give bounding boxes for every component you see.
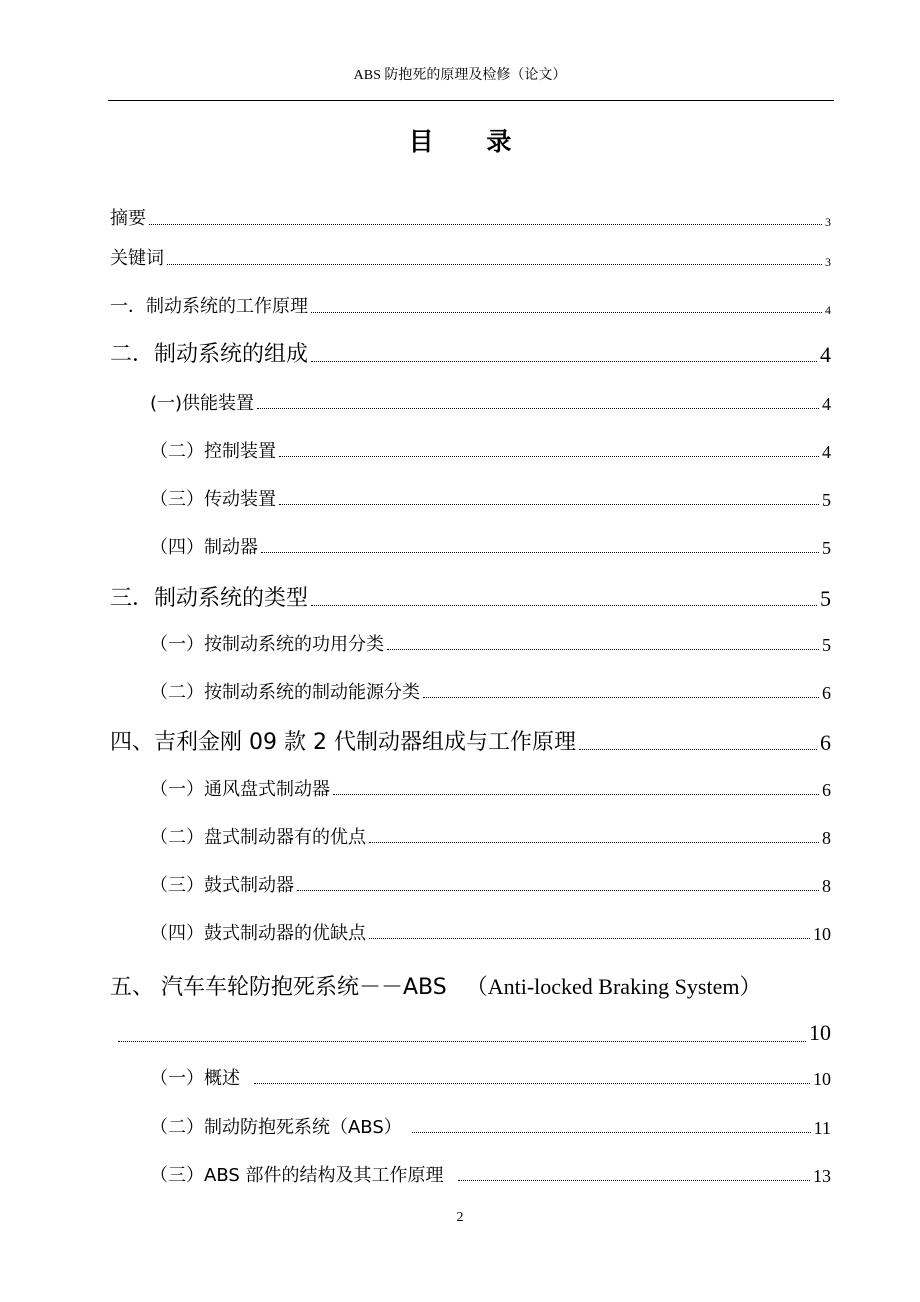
dot-leader	[311, 605, 817, 606]
dot-leader	[387, 649, 819, 650]
dot-leader	[261, 552, 819, 553]
toc-entry-label: （四）鼓式制动器的优缺点	[150, 923, 366, 944]
toc-entry-5-1[interactable]	[150, 1070, 831, 1088]
toc-entry-page: 3	[825, 255, 831, 269]
toc-entry-label: (一)供能装置	[150, 393, 255, 414]
toc-entry-page: 4	[822, 394, 831, 414]
toc-entry-label: 摘要	[110, 208, 146, 229]
toc-entry-chapter-2[interactable]	[110, 344, 831, 366]
toc-entry-3-1[interactable]	[150, 636, 831, 654]
toc-entry-label: （三）ABS 部件的结构及其工作原理	[150, 1165, 444, 1186]
toc-entry-4-4[interactable]	[150, 925, 831, 943]
dot-leader	[311, 361, 817, 362]
toc-entry-label: （二）盘式制动器有的优点	[150, 827, 366, 848]
toc-entry-label: （一）通风盘式制动器	[150, 779, 330, 800]
toc-entry-page: 3	[825, 215, 831, 229]
toc-entry-page: 10	[809, 1020, 831, 1045]
toc-entry-page: 5	[822, 635, 831, 655]
dot-leader	[333, 794, 819, 795]
toc-entry-label: （一）概述	[150, 1068, 240, 1089]
dot-leader	[149, 224, 822, 225]
toc-entry-page: 5	[822, 490, 831, 510]
dot-leader	[412, 1132, 811, 1133]
toc-entry-label: 一．制动系统的工作原理	[110, 296, 308, 317]
toc-entry-2-2[interactable]	[150, 443, 831, 461]
toc-entry-chapter-1[interactable]	[110, 298, 831, 316]
toc-entry-page: 8	[822, 876, 831, 896]
dot-leader	[423, 697, 819, 698]
toc-entry-label: 关键词	[110, 248, 164, 269]
dot-leader	[118, 1041, 806, 1042]
dot-leader	[279, 504, 819, 505]
toc-entry-label: （三）鼓式制动器	[150, 875, 294, 896]
toc-entry-abstract[interactable]	[110, 210, 831, 228]
toc-entry-page: 5	[822, 538, 831, 558]
toc-entry-label: （四）制动器	[150, 537, 258, 558]
toc-entry-label: 四、吉利金刚 09 款 2 代制动器组成与工作原理	[110, 730, 576, 755]
toc-entry-2-3[interactable]	[150, 491, 831, 509]
toc-entry-3-2[interactable]	[150, 684, 831, 702]
dot-leader	[297, 890, 819, 891]
dot-leader	[579, 749, 817, 750]
dot-leader	[369, 938, 810, 939]
toc-entry-label: （二）按制动系统的制动能源分类	[150, 682, 420, 703]
toc-entry-page: 10	[813, 924, 831, 944]
page-number: 2	[456, 1210, 464, 1225]
toc-entry-page: 4	[825, 303, 831, 317]
dot-leader	[279, 456, 819, 457]
toc-entry-label: 五、 汽车车轮防抱死系统－－ABS	[110, 975, 447, 1000]
toc-entry-label: （三）传动装置	[150, 489, 276, 510]
toc-entry-label: 三．制动系统的类型	[110, 586, 309, 611]
header-rule	[108, 100, 834, 101]
toc-entry-label: （二）控制装置	[150, 441, 276, 462]
running-header: ABS 防抱死的原理及检修（论文）	[353, 68, 567, 83]
toc-entry-page: 4	[820, 342, 831, 367]
toc-entry-label-en: （Anti-locked Braking System）	[465, 974, 762, 999]
toc-entry-5-2[interactable]	[150, 1119, 831, 1137]
dot-leader	[458, 1180, 811, 1181]
toc-entry-label: （二）制动防抱死系统（ABS）	[150, 1117, 402, 1138]
toc-entry-page: 4	[822, 442, 831, 462]
toc-entry-label: 二．制动系统的组成	[110, 342, 309, 367]
toc-entry-4-2[interactable]	[150, 829, 831, 847]
dot-leader	[311, 312, 822, 313]
toc-entry-page: 6	[822, 683, 831, 703]
toc-entry-chapter-3[interactable]	[110, 588, 831, 610]
toc-entry-chapter-5[interactable]	[110, 970, 761, 1001]
toc-entry-page: 6	[822, 780, 831, 800]
toc-entry-page: 5	[820, 586, 831, 611]
dot-leader	[369, 842, 819, 843]
toc-entry-page: 6	[820, 730, 831, 755]
toc-entry-page: 8	[822, 828, 831, 848]
dot-leader	[167, 264, 822, 265]
toc-entry-4-1[interactable]	[150, 781, 831, 799]
dot-leader	[257, 408, 819, 409]
toc-entry-label: （一）按制动系统的功用分类	[150, 634, 384, 655]
dot-leader	[254, 1083, 810, 1084]
toc-entry-page: 13	[813, 1166, 831, 1186]
toc-entry-chapter-5-leader-line	[118, 1020, 831, 1046]
toc-entry-4-3[interactable]	[150, 877, 831, 895]
toc-title: 目 录	[408, 127, 534, 156]
toc-entry-chapter-4[interactable]	[110, 732, 831, 754]
toc-entry-keywords[interactable]	[110, 250, 831, 268]
toc-entry-2-4[interactable]	[150, 539, 831, 557]
toc-entry-5-3[interactable]	[150, 1167, 831, 1185]
toc-entry-2-1[interactable]	[150, 395, 831, 413]
toc-entry-page: 11	[813, 1118, 831, 1138]
toc-entry-page: 10	[813, 1069, 831, 1089]
